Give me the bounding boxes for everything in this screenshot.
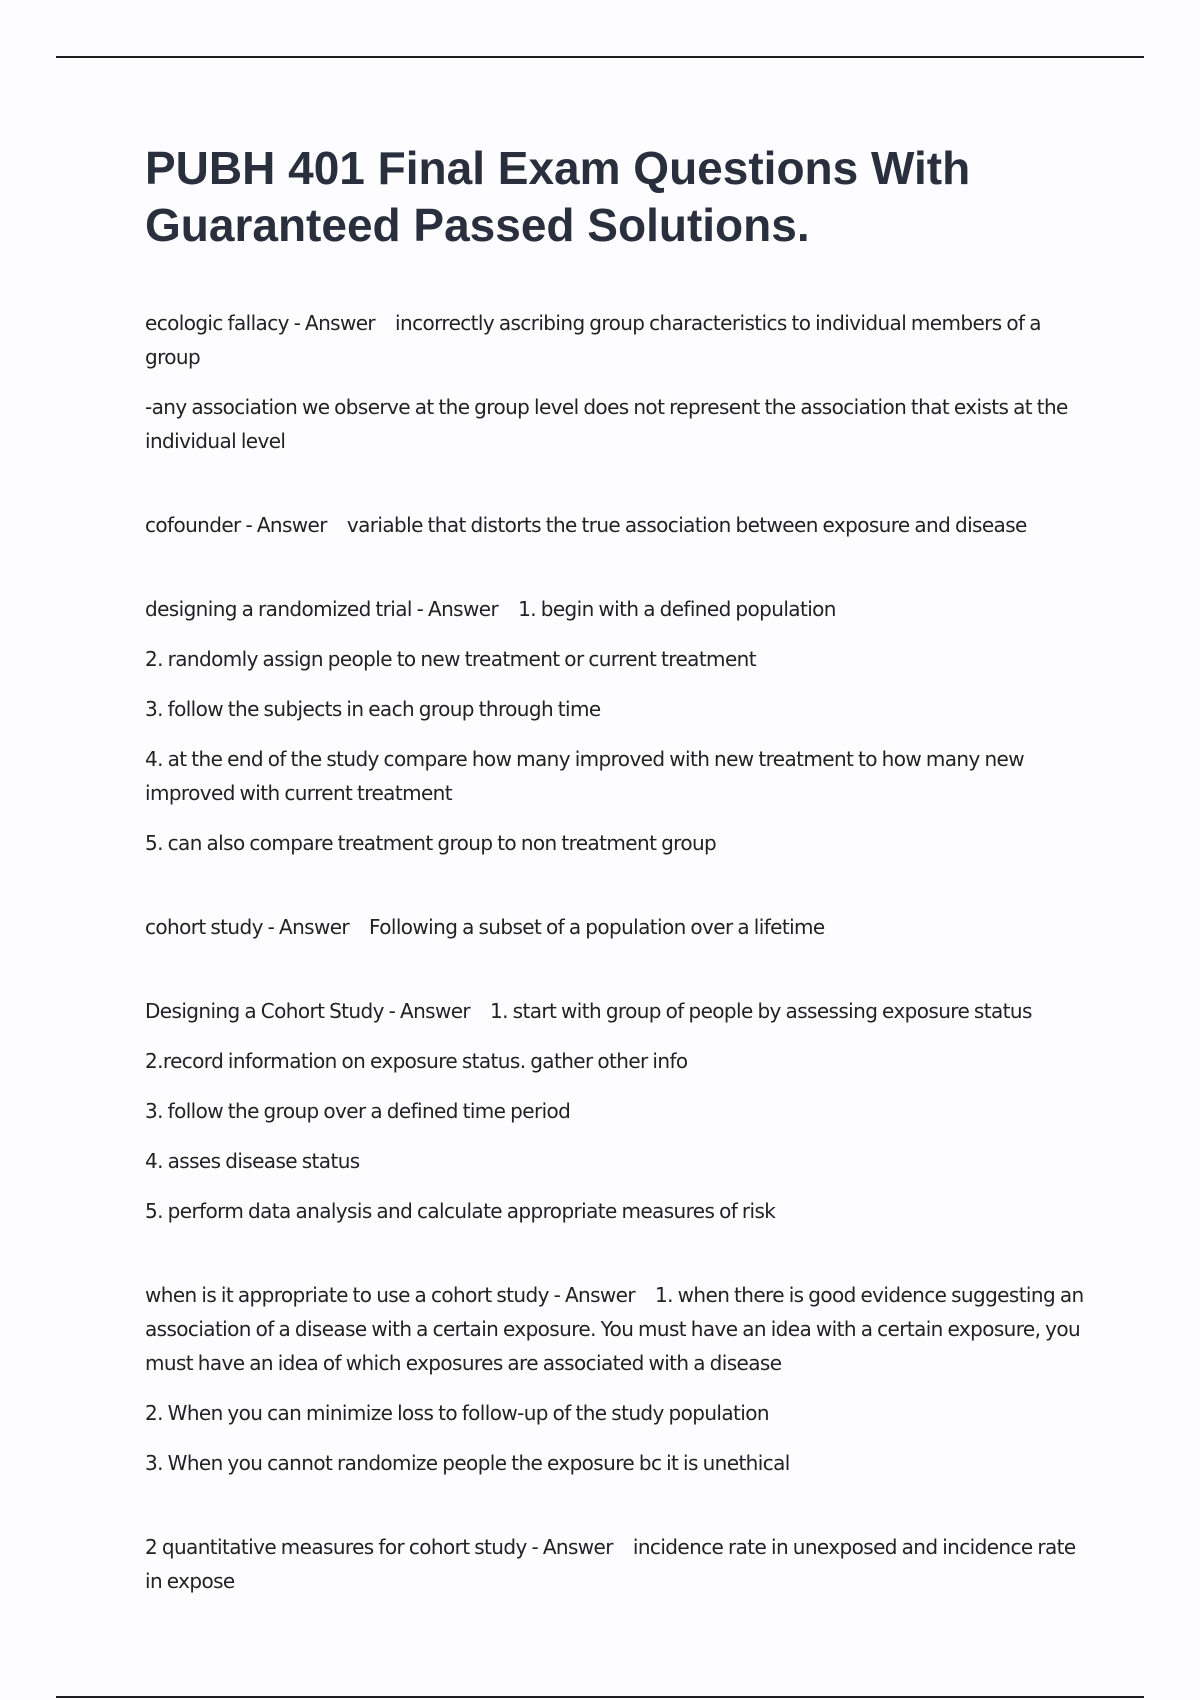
qa-term: 2 quantitative measures for cohort study <box>145 1535 527 1559</box>
qa-answer-line: 4. asses disease status <box>145 1149 360 1173</box>
qa-answer-line: 3. When you cannot randomize people the exposure bc it is unethical <box>145 1451 790 1475</box>
qa-answer: variable that distorts the true association between exposure and disease <box>346 513 1027 537</box>
document-page <box>145 140 1090 1648</box>
qa-first-line <box>145 1530 1090 1598</box>
qa-answer: 1. begin with a defined population <box>518 597 836 621</box>
qa-answer-line: 2. When you can minimize loss to follow-up of the study population <box>145 1401 769 1425</box>
qa-first-line <box>145 306 1090 374</box>
qa-answer: 1. start with group of people by assessing exposure status <box>490 999 1032 1023</box>
qa-first-line <box>145 592 1090 626</box>
qa-answer-line: 5. can also compare treatment group to non treatment group <box>145 831 717 855</box>
qa-answer-line: 2.record information on exposure status. gather other info <box>145 1049 688 1073</box>
qa-item-randomized-trial <box>145 592 1090 860</box>
qa-answer: incidence rate in unexposed and incidence rate in expose <box>145 1535 1076 1593</box>
qa-item-quantitative-measures <box>145 1530 1090 1598</box>
qa-item-designing-cohort-study <box>145 994 1090 1228</box>
top-rule <box>56 56 1144 58</box>
qa-answer-line: 5. perform data analysis and calculate appropriate measures of risk <box>145 1199 776 1223</box>
qa-answer: Following a subset of a population over a lifetime <box>369 915 825 939</box>
qa-first-line <box>145 910 1090 944</box>
qa-separator: - Answer <box>293 311 376 335</box>
qa-answer-line: 2. randomly assign people to new treatment or current treatment <box>145 647 756 671</box>
qa-answer: 1. when there is good evidence suggesting an association of a disease with a certain exposure. You must have an idea with a certain exposure, you must have an idea of which exposures are associated with a disease <box>145 1283 1084 1375</box>
qa-answer-line: 4. at the end of the study compare how many improved with new treatment to how many new improved with current treatment <box>145 747 1025 805</box>
qa-item-when-cohort-appropriate <box>145 1278 1090 1480</box>
qa-item-ecologic-fallacy <box>145 306 1090 458</box>
qa-separator: - Answer <box>245 513 327 537</box>
qa-first-line <box>145 1278 1090 1380</box>
qa-term: cofounder <box>145 513 241 537</box>
qa-term: when is it appropriate to use a cohort study <box>145 1283 549 1307</box>
document-title: PUBH 401 Final Exam Questions With Guaranteed Passed Solutions. <box>145 142 971 251</box>
bottom-rule <box>56 1696 1144 1698</box>
qa-answer: incorrectly ascribing group characteristics to individual members of a group <box>145 311 1041 369</box>
qa-answer-line: -any association we observe at the group level does not represent the association that exists at the individual level <box>145 395 1068 453</box>
qa-separator: - Answer <box>531 1535 613 1559</box>
qa-separator: - Answer <box>267 915 350 939</box>
qa-separator: - Answer <box>553 1283 636 1307</box>
qa-item-cofounder <box>145 508 1090 542</box>
qa-separator: - Answer <box>416 597 499 621</box>
qa-term: Designing a Cohort Study <box>145 999 384 1023</box>
qa-answer-line: 3. follow the group over a defined time period <box>145 1099 571 1123</box>
qa-first-line <box>145 508 1090 542</box>
qa-separator: - Answer <box>388 999 471 1023</box>
qa-term: cohort study <box>145 915 263 939</box>
qa-term: designing a randomized trial <box>145 597 412 621</box>
qa-item-cohort-study <box>145 910 1090 944</box>
qa-answer-line: 3. follow the subjects in each group through time <box>145 697 601 721</box>
qa-first-line <box>145 994 1090 1028</box>
qa-term: ecologic fallacy <box>145 311 289 335</box>
